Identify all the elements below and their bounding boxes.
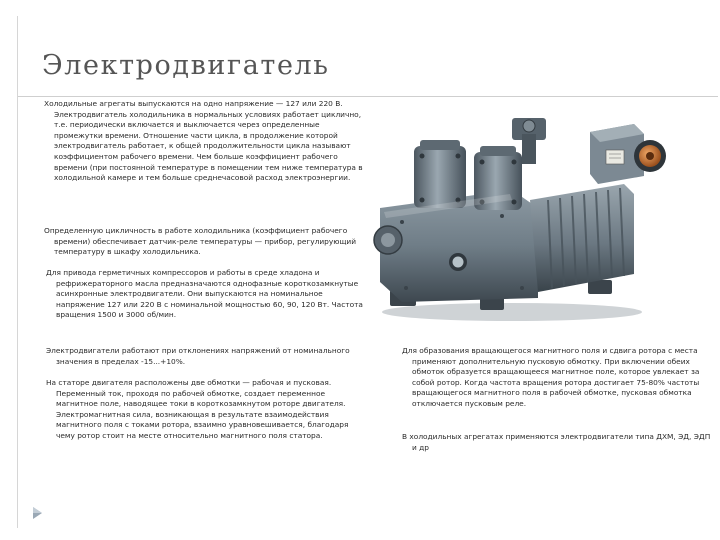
next-slide-arrow-icon[interactable]	[30, 506, 44, 520]
left-margin-rule	[17, 16, 18, 528]
paragraph-starting-winding: Для образования вращающегося магнитного поля и сдвига ротора с места применяют дополнительную пусковую обмотку. При включении обеих обмоток образуется вращающееся магнитное поле, которое увлекает за собой ротор. Когда частота вращения ротора достигает 75-80% частоты вращающегося магнитного поля в рабочей обмотке, пусковая обмотка отключается пусковым реле.	[402, 346, 700, 408]
paragraph-voltage-tolerance: Электродвигатели работают при отклонениях напряжений от номинального значения в пределах -15...+10%.	[46, 346, 350, 366]
paragraph-motor-specs: Для привода герметичных компрессоров и работы в среде хладона и рефрижераторного масла предназначаются однофазные короткозамкнутые асинхронные электродвигатели. Они выпускаются на номинальное напряжение 127 или 220 В с номинальной мощностью 60, 90, 120 Вт. Частота вращения 1500 и 3000 об/мин.	[46, 268, 363, 320]
compressor-photo	[362, 112, 674, 324]
paragraph-stator-windings: На статоре двигателя расположены две обмотки — рабочая и пусковая. Переменный ток, проходя по рабочей обмотке, создает переменное магнитное поле, наводящее токи в короткозамкнутом роторе двигателя. Электромагнитная сила, возникающая в результате взаимодействия магнитного поля с токами ротора, взаимно уравновешивается, благодаря чему ротор стоит на месте относительно магнитного поля статора.	[46, 378, 349, 440]
paragraph-cyclic-operation: Холодильные агрегаты выпускаются на одно напряжение — 127 или 220 В. Электродвигатель холодильника в нормальных условиях работает циклично, т.е. периодически включается и выключается через определенные промежутки времени. Отношение части цикла, в продолжение которой электродвигатель работает, к общей продолжительности цикла называют коэффициентом рабочего времени. Чем больше коэффициент рабочего времени (при постоянной температуре в помещении тем ниже температура в холодильной камере и тем больше среднечасовой расход электроэнергии.	[44, 99, 363, 183]
title-underline	[18, 96, 718, 97]
slide-title: Электродвигатель	[42, 50, 330, 81]
paragraph-motor-types: В холодильных агрегатах применяются электродвигатели типа ДХМ, ЭД, ЭДП и др	[402, 432, 711, 452]
paragraph-thermostat: Определенную цикличность в работе холодильника (коэффициент рабочего времени) обеспечивает датчик-реле температуры — прибор, регулирующий температуру в шкафу холодильника.	[44, 226, 357, 257]
